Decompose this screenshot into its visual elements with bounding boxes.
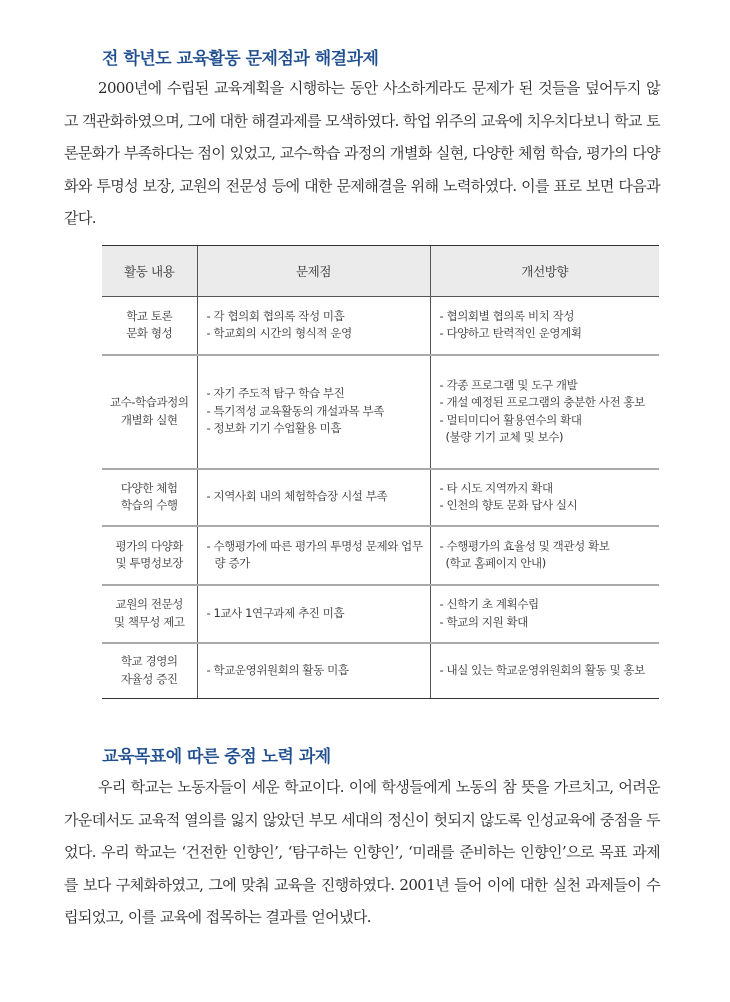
activity-cell <box>102 585 197 643</box>
improvement-item: - 다양하고 탄력적인 운영계획 <box>439 326 582 341</box>
improvement-item: - 신학기 초 계획수립 <box>439 597 539 611</box>
section-heading-problems: 전 학년도 교육활동 문제점과 해결과제 <box>102 49 379 69</box>
activity-text: 자율성 증진 <box>120 671 178 686</box>
activity-text: 교수-학습과정의 <box>109 395 189 409</box>
activity-text: 학교 경영의 <box>120 654 178 669</box>
activity-text: 학교 토론 <box>126 308 173 323</box>
problem-item: - 1교사 1연구과제 추진 미흡 <box>206 605 345 620</box>
problem-item: - 수행평가에 따른 평가의 투명성 문제와 업무량 증가 <box>206 538 423 570</box>
activity-text: 개별화 실현 <box>120 412 178 427</box>
activity-text: 문화 형성 <box>126 326 173 341</box>
problem-item: - 학교회의 시간의 형식적 운영 <box>206 326 352 341</box>
problem-cell <box>197 526 430 585</box>
improvement-item: - 수행평가의 효율성 및 객관성 확보 <box>439 538 610 553</box>
improvement-cell <box>430 355 659 469</box>
improvement-cell <box>430 526 659 585</box>
improvement-item: - 각종 프로그램 및 도구 개발 <box>439 377 578 392</box>
section-heading-priority-tasks: 교육목표에 따른 중점 노력 과제 <box>102 747 331 767</box>
activity-text: 평가의 다양화 <box>115 538 183 553</box>
activity-text: 및 책무성 제고 <box>113 614 185 629</box>
problem-cell <box>197 355 430 469</box>
table-header-improvements: 개선방향 <box>430 246 659 297</box>
table-header-problems: 문제점 <box>197 246 430 297</box>
improvement-item: (불량 기기 교체 및 보수) <box>445 430 564 444</box>
improvement-item: - 타 시도 지역까지 확대 <box>439 480 553 495</box>
improvement-item: (학교 홈페이지 안내) <box>445 556 546 570</box>
section-paragraph-problems: 2000년에 수립된 교육계획을 시행하는 동안 사소하게라도 문제가 된 것들을 덮어두지 않고 객관화하였으며, 그에 대한 해결과제를 모색하였다. 학업 위주의 교육에 치우치다보니 학교 토론문화가 부족하다는 점이 있었고, 교수-학습 과정의 개별화 실현, 다양한 체험 학습, 평가의 다양화와 투명성 보장, 교원의 전문성 등에 대한 문제해결을 위해 노력하였다. 이를 표로 보면 다음과 같다. <box>64 79 660 227</box>
table-row <box>102 585 659 643</box>
table-row <box>102 643 659 699</box>
improvement-item: - 협의회별 협의록 비치 작성 <box>439 308 575 323</box>
activity-cell <box>102 355 197 469</box>
problem-cell <box>197 469 430 526</box>
activity-cell <box>102 297 197 355</box>
problem-item: - 자기 주도적 탐구 학습 부진 <box>206 386 345 401</box>
improvement-cell <box>430 297 659 355</box>
activity-cell <box>102 643 197 699</box>
activity-text: 학습의 수행 <box>120 498 178 512</box>
table-row <box>102 469 659 526</box>
problem-item: - 특기적성 교육활동의 개설과목 부족 <box>206 403 384 418</box>
problem-item: - 학교운영위원회의 활동 미흡 <box>206 663 349 677</box>
activity-cell <box>102 469 197 526</box>
problem-cell <box>197 297 430 355</box>
activity-text: 및 투명성보장 <box>115 556 183 570</box>
problem-cell <box>197 643 430 699</box>
improvement-cell <box>430 643 659 699</box>
activity-cell <box>102 526 197 585</box>
problems-table <box>102 245 659 699</box>
table-row <box>102 297 659 355</box>
table-header-row <box>102 246 659 297</box>
activity-text: 교원의 전문성 <box>115 597 183 611</box>
improvement-cell <box>430 585 659 643</box>
improvement-item: - 내실 있는 학교운영위원회의 활동 및 홍보 <box>439 663 645 677</box>
problem-item: - 각 협의회 협의록 작성 미흡 <box>206 308 345 323</box>
improvement-item: - 멀티미디어 활용연수의 확대 <box>439 412 582 427</box>
problem-cell <box>197 585 430 643</box>
improvement-item: - 개설 예정된 프로그램의 충분한 사전 홍보 <box>439 395 645 409</box>
improvement-item: - 인천의 향토 문화 답사 실시 <box>439 498 578 512</box>
problem-item: - 정보화 기기 수업활용 미흡 <box>206 421 342 436</box>
problem-item: - 지역사회 내의 체험학습장 시설 부족 <box>206 489 388 504</box>
improvement-item: - 학교의 지원 확대 <box>439 614 528 629</box>
table-row <box>102 526 659 585</box>
section-paragraph-priority-tasks: 우리 학교는 노동자들이 세운 학교이다. 이에 학생들에게 노동의 참 뜻을 가르치고, 어려운 가운데서도 교육적 열의를 잃지 않았던 부모 세대의 정신이 헛되지 않도록 인성교육에 중점을 두었다. 우리 학교는 ‘건전한 인향인’, ‘탐구하는 인향인’, ‘미래를 준비하는 인향인’으로 목표 과제를 보다 구체화하였고, 그에 맞춰 교육을 진행하였다. 2001년 들어 이에 대한 실천 과제들이 수립되었고, 이를 교육에 접목하는 결과를 얻어냈다. <box>64 778 660 926</box>
activity-text: 다양한 체험 <box>120 480 178 495</box>
table-header-activity: 활동 내용 <box>102 246 197 297</box>
improvement-cell <box>430 469 659 526</box>
table-row <box>102 355 659 469</box>
